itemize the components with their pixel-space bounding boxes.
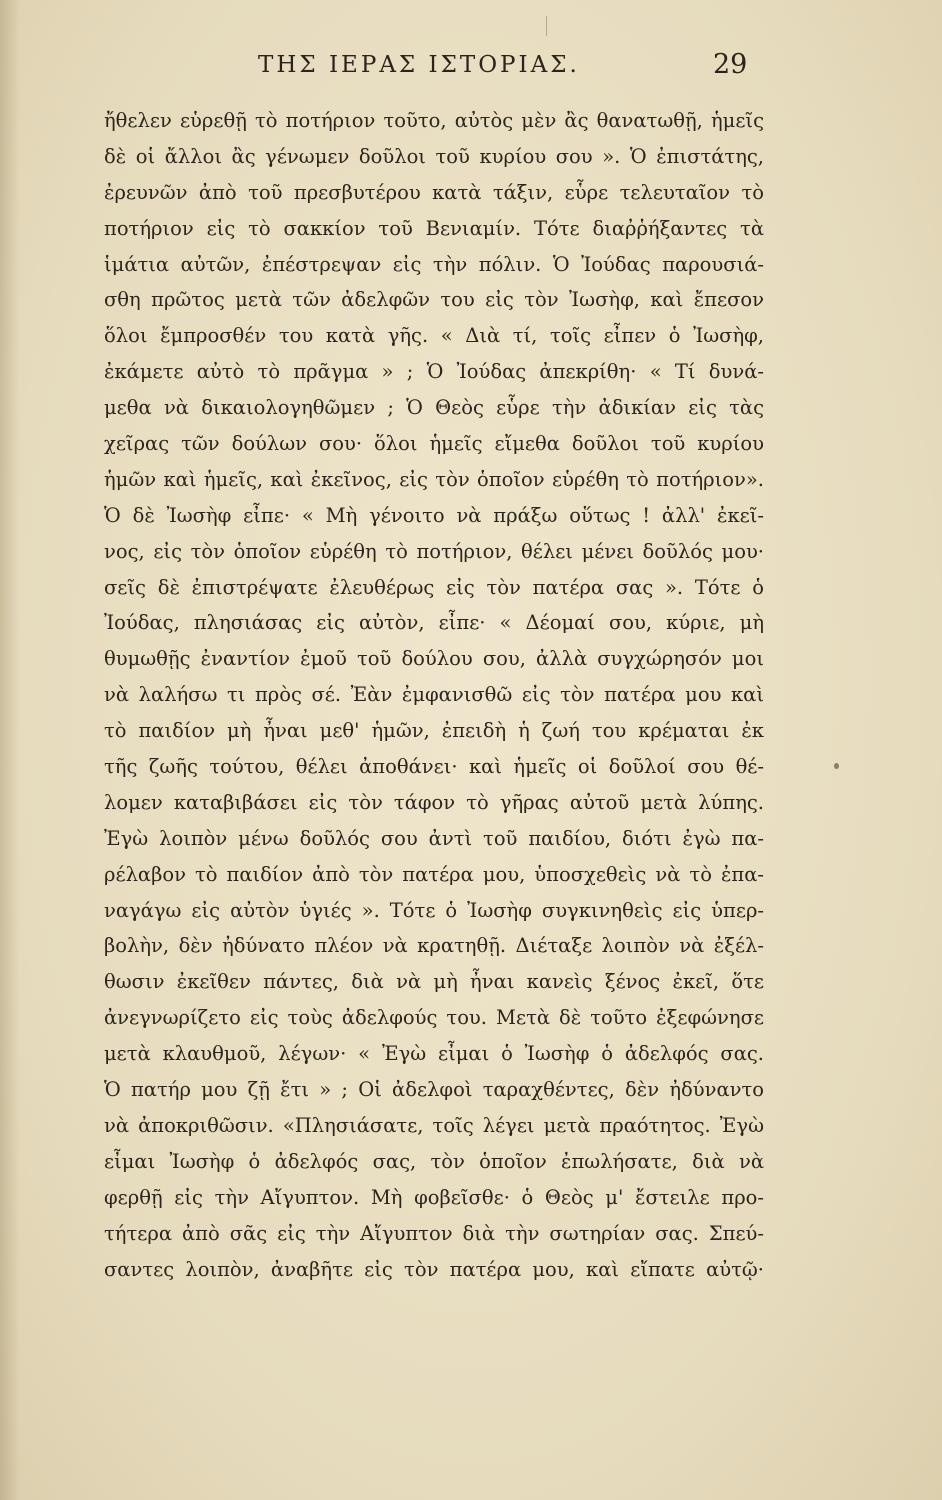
text-line: μετὰ κλαυθμοῦ, λέγων· « Ἐγὼ εἶμαι ὁ Ἰωσὴφ ὁ ἀδελφός σας. <box>104 1042 764 1066</box>
text-line: ποτήριον εἰς τὸ σακκίον τοῦ Βενιαμίν. Τότε διαῤῥήξαντες τὰ <box>104 216 764 240</box>
text-line: λομεν καταβιβάσει εἰς τὸν τάφον τὸ γῆρας αὐτοῦ μετὰ λύπης. <box>104 790 764 814</box>
text-line: εἶμαι Ἰωσὴφ ὁ ἀδελφός σας, τὸν ὁποῖον ἐπωλήσατε, διὰ νὰ <box>104 1149 764 1173</box>
text-line: τῆς ζωῆς τούτου, θέλει ἀποθάνει· καὶ ἡμεῖς οἱ δοῦλοί σου θέ- <box>104 755 764 779</box>
running-title: ΤΗΣ ΙΕΡΑΣ ΙΣΤΟΡΙΑΣ. <box>258 52 580 78</box>
text-line: ἀνεγνωρίζετο εἰς τοὺς ἀδελφούς του. Μετὰ δὲ τοῦτο ἐξεφώνησε <box>104 1006 764 1030</box>
text-line: σαντες λοιπὸν, ἀναβῆτε εἰς τὸν πατέρα μου, καὶ εἴπατε αὐτῷ· <box>104 1257 764 1281</box>
spine-shadow <box>0 0 20 1500</box>
text-line: σθη πρῶτος μετὰ τῶν ἀδελφῶν του εἰς τὸν Ἰωσὴφ, καὶ ἔπεσον <box>104 288 764 312</box>
body-text <box>104 103 764 1287</box>
text-line: Ἰούδας, πλησιάσας εἰς αὐτὸν, εἶπε· « Δέομαί σου, κύριε, μὴ <box>104 611 764 635</box>
text-line: ρέλαβον τὸ παιδίον ἀπὸ τὸν πατέρα μου, ὑποσχεθεὶς νὰ τὸ ἐπα- <box>104 862 764 886</box>
text-line: ἐρευνῶν ἀπὸ τοῦ πρεσβυτέρου κατὰ τάξιν, εὗρε τελευταῖον τὸ <box>104 180 764 204</box>
text-line: ναγάγω εἰς αὐτὸν ὑγιές ». Τότε ὁ Ἰωσὴφ συγκινηθεὶς εἰς ὑπερ- <box>104 898 764 922</box>
text-line: θυμωθῇς ἐναντίον ἐμοῦ τοῦ δούλου σου, ἀλλὰ συγχώρησόν μοι <box>104 647 764 671</box>
text-line: φερθῇ εἰς τὴν Αἴγυπτον. Μὴ φοβεῖσθε· ὁ Θεὸς μ' ἔστειλε προ- <box>104 1185 764 1209</box>
text-line: χεῖρας τῶν δούλων σου· ὅλοι ἡμεῖς εἴμεθα δοῦλοι τοῦ κυρίου <box>104 432 764 456</box>
text-line: ἐκάμετε αὐτὸ τὸ πρᾶγμα » ; Ὁ Ἰούδας ἀπεκρίθη· « Τί δυνά- <box>104 360 764 384</box>
text-line: νος, εἰς τὸν ὁποῖον εὑρέθη τὸ ποτήριον, θέλει μένει δοῦλός μου· <box>104 539 764 563</box>
text-line: νὰ ἀποκριθῶσιν. «Πλησιάσατε, τοῖς λέγει μετὰ πραότητος. Ἐγὼ <box>104 1113 764 1137</box>
text-line: τήτερα ἀπὸ σᾶς εἰς τὴν Αἴγυπτον διὰ τὴν σωτηρίαν σας. Σπεύ- <box>104 1221 764 1245</box>
fold-mark <box>546 16 547 36</box>
text-line: Ἐγὼ λοιπὸν μένω δοῦλός σου ἀντὶ τοῦ παιδίου, διότι ἐγὼ πα- <box>104 826 764 850</box>
text-line: μεθα νὰ δικαιολογηθῶμεν ; Ὁ Θεὸς εὗρε τὴν ἀδικίαν εἰς τὰς <box>104 396 764 420</box>
text-line: Ὁ πατήρ μου ζῇ ἔτι » ; Οἱ ἀδελφοὶ ταραχθέντες, δὲν ἠδύναντο <box>104 1078 764 1102</box>
text-line: τὸ παιδίον μὴ ἦναι μεθ' ἡμῶν, ἐπειδὴ ἡ ζωή του κρέμαται ἐκ <box>104 719 764 743</box>
text-line: ὅλοι ἔμπροσθέν του κατὰ γῆς. « Διὰ τί, τοῖς εἶπεν ὁ Ἰωσὴφ, <box>104 324 764 348</box>
text-line: ἱμάτια αὐτῶν, ἐπέστρεψαν εἰς τὴν πόλιν. Ὁ Ἰούδας παρουσιά- <box>104 252 764 276</box>
text-line: ἤθελεν εὑρεθῇ τὸ ποτήριον τοῦτο, αὐτὸς μὲν ἂς θανατωθῇ, ἡμεῖς <box>104 109 764 132</box>
page-number: 29 <box>713 49 748 80</box>
text-line: σεῖς δὲ ἐπιστρέψατε ἐλευθέρως εἰς τὸν πατέρα σας ». Τότε ὁ <box>104 575 764 599</box>
text-line: νὰ λαλήσω τι πρὸς σέ. Ἐὰν ἐμφανισθῶ εἰς τὸν πατέρα μου καὶ <box>104 683 764 707</box>
paper-speck <box>834 763 839 769</box>
text-line: ἡμῶν καὶ ἡμεῖς, καὶ ἐκεῖνος, εἰς τὸν ὁποῖον εὑρέθη τὸ ποτήριον». <box>104 467 764 491</box>
text-line: βολὴν, δὲν ἠδύνατο πλέον νὰ κρατηθῇ. Διέταξε λοιπὸν νὰ ἐξέλ- <box>104 934 764 958</box>
text-line: θωσιν ἐκεῖθεν πάντες, διὰ νὰ μὴ ἦναι κανεὶς ξένος ἐκεῖ, ὅτε <box>104 970 764 994</box>
text-line: δὲ οἱ ἄλλοι ἂς γένωμεν δοῦλοι τοῦ κυρίου σου ». Ὁ ἐπιστάτης, <box>104 144 764 168</box>
page-header <box>0 49 942 96</box>
text-line: Ὁ δὲ Ἰωσὴφ εἶπε· « Μὴ γένοιτο νὰ πράξω οὕτως ! ἀλλ' ἐκεῖ- <box>104 503 764 527</box>
